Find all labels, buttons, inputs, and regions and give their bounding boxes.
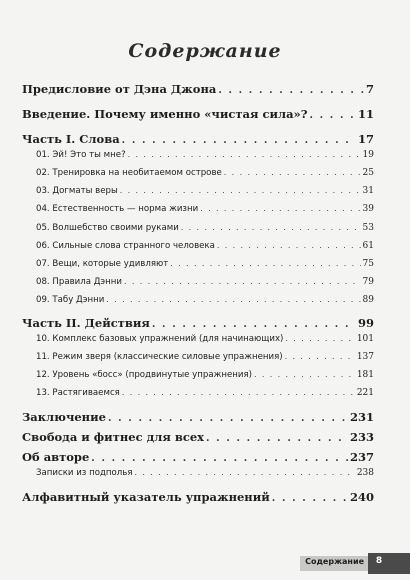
toc-entry-page: 39 (362, 204, 374, 214)
footer-section-label: Содержание (305, 557, 364, 566)
toc-entry (22, 388, 374, 398)
toc-entry-page: 233 (349, 430, 374, 444)
toc-entry-label: 10. Комплекс базовых упражнений (для начинающих) (36, 334, 284, 344)
dot-leader (91, 453, 348, 464)
toc-entry-page: 238 (356, 468, 374, 478)
toc-entry-label: 09. Табу Дэнни (36, 295, 105, 305)
toc-entry-page: 137 (356, 352, 374, 362)
toc-entry (22, 410, 374, 424)
toc-entry-label: Часть I. Слова (22, 132, 120, 146)
toc-entry (22, 204, 374, 214)
toc-entry (22, 132, 374, 146)
toc-entry (22, 490, 374, 504)
toc-entry (22, 259, 374, 269)
toc-entry-page: 53 (362, 223, 374, 233)
toc-entry-page: 19 (362, 150, 374, 160)
page-number: 8 (375, 556, 383, 566)
toc-entry (22, 334, 374, 344)
toc-entry-page: 17 (357, 132, 374, 146)
toc-entry (22, 295, 374, 305)
toc-entry-label: 05. Волшебство своими руками (36, 223, 179, 233)
toc-entry (22, 223, 374, 233)
toc-entry-label: 07. Вещи, которые удивляют (36, 259, 169, 269)
toc-entry-page: 99 (357, 316, 374, 330)
toc-entry-page: 231 (349, 410, 374, 424)
dot-leader (120, 186, 361, 195)
toc-entry-page: 7 (365, 82, 374, 96)
toc-entry-label: Предисловие от Дэна Джона (22, 82, 217, 96)
toc-entry-page: 101 (356, 334, 374, 344)
dot-leader (122, 135, 356, 146)
dot-leader (309, 110, 356, 121)
toc-entry-label: 11. Режим зверя (классические силовые упражнения) (36, 352, 283, 362)
toc-entry (22, 150, 374, 160)
dot-leader (170, 259, 360, 268)
toc-entry-label: 01. Эй! Это ты мне? (36, 150, 126, 160)
toc-entry-page: 89 (362, 295, 374, 305)
dot-leader (135, 468, 355, 477)
toc-entry-label: 12. Уровень «босс» (продвинутые упражнения) (36, 370, 252, 380)
toc-entry (22, 450, 374, 464)
toc-entry (22, 370, 374, 380)
dot-leader (285, 352, 355, 361)
dot-leader (122, 388, 355, 397)
dot-leader (124, 277, 361, 286)
toc-entry-page: 79 (362, 277, 374, 287)
toc-entry-page: 237 (349, 450, 374, 464)
dot-leader (254, 370, 355, 379)
toc-entry-label: Об авторе (22, 450, 90, 464)
dot-leader (181, 223, 361, 232)
toc-entry-page: 75 (362, 259, 374, 269)
toc-entry (22, 168, 374, 178)
toc-entry (22, 352, 374, 362)
toc-entry-page: 11 (357, 107, 374, 121)
dot-leader (218, 85, 364, 96)
toc-entry-label: Часть II. Действия (22, 316, 150, 330)
toc-entry (22, 468, 374, 478)
dot-leader (106, 295, 360, 304)
toc-entry-page: 221 (356, 388, 374, 398)
dot-leader (272, 493, 348, 504)
toc-entry-label: 13. Растягиваемся (36, 388, 120, 398)
toc-entry-label: Свобода и фитнес для всех (22, 430, 205, 444)
toc-entry-label: Алфавитный указатель упражнений (22, 490, 270, 504)
toc-entry-label: 04. Естественность — норма жизни (36, 204, 199, 214)
dot-leader (217, 241, 361, 250)
dot-leader (285, 334, 354, 343)
dot-leader (108, 413, 348, 424)
toc-entry-label: Введение. Почему именно «чистая сила»? (22, 107, 308, 121)
toc-entry-page: 181 (356, 370, 374, 380)
dot-leader (200, 204, 360, 213)
toc-entry (22, 430, 374, 444)
toc-entry-label: 08. Правила Дэнни (36, 277, 122, 287)
toc-entry-label: 02. Тренировка на необитаемом острове (36, 168, 222, 178)
dot-leader (128, 150, 361, 159)
toc-entry-label: 03. Догматы веры (36, 186, 118, 196)
dot-leader (206, 433, 348, 444)
toc-entry-page: 240 (349, 490, 374, 504)
toc-entry-page: 25 (362, 168, 374, 178)
toc-entry-label: Записки из подполья (36, 468, 133, 478)
toc-entry (22, 82, 374, 96)
toc-entry-label: 06. Сильные слова странного человека (36, 241, 215, 251)
toc-entry (22, 277, 374, 287)
toc-entry-page: 61 (362, 241, 374, 251)
toc-entry (22, 186, 374, 196)
toc-entry-page: 31 (362, 186, 374, 196)
dot-leader (152, 319, 356, 330)
page-title: Содержание (128, 40, 282, 62)
toc-entry (22, 107, 374, 121)
toc-entry-label: Заключение (22, 410, 106, 424)
dot-leader (224, 168, 361, 177)
toc-entry (22, 316, 374, 330)
toc-entry (22, 241, 374, 251)
